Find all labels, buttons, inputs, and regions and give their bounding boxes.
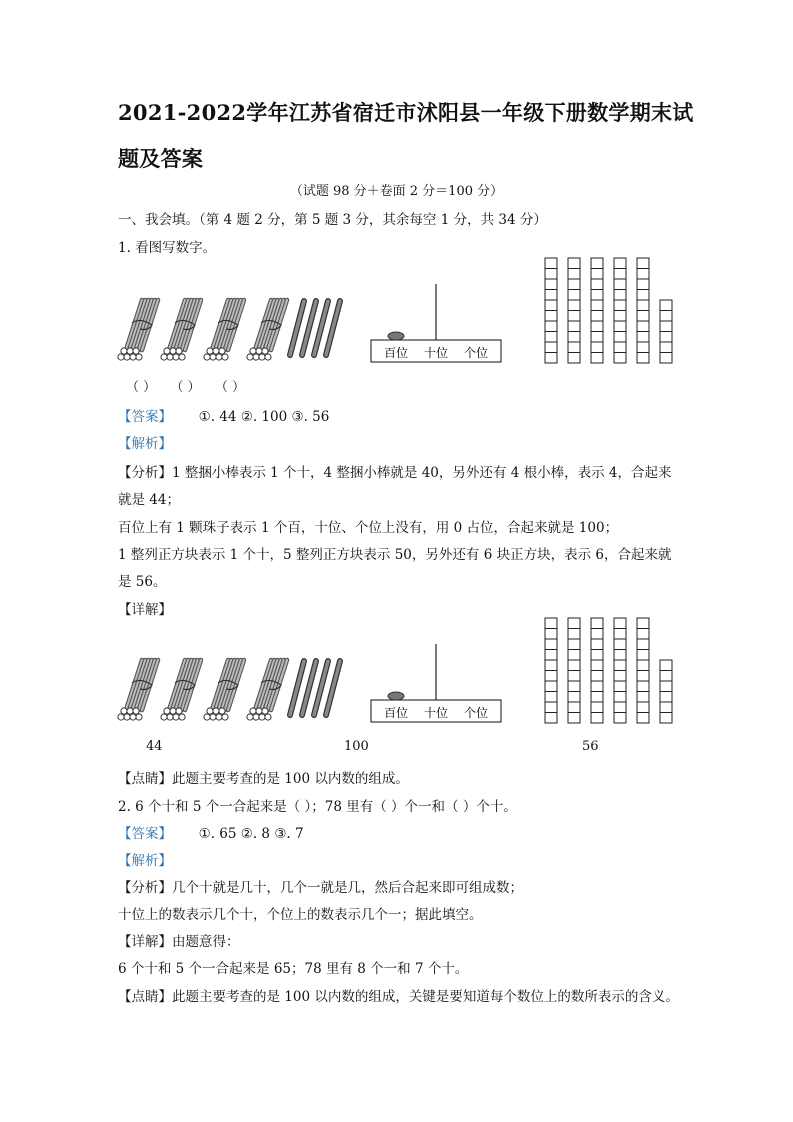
- answer-tag: 【答案】: [118, 409, 172, 425]
- q1-jiexi-tag: 【解析】: [118, 436, 172, 452]
- ten-block-column: [568, 258, 580, 363]
- xiangjie-tag: 【详解】: [118, 934, 172, 950]
- q1-fenxi-1a: [118, 461, 671, 481]
- q2-stem: 2. 6 个十和 5 个一合起来是（ ）；78 里有（ ）个一和（ ）个十。: [118, 799, 517, 815]
- q2-xiangjie: [118, 930, 240, 950]
- fenxi-tag: 【分析】: [118, 465, 172, 481]
- q1-xiangjie-tag: 【详解】: [118, 602, 172, 618]
- place-label: 百位: [384, 706, 409, 720]
- block-columns-figure-answer: [542, 618, 677, 728]
- place-label: 个位: [464, 346, 489, 360]
- doc-title-line1: 2021-2022学年江苏省宿迁市沭阳县一年级下册数学期末试: [118, 100, 694, 125]
- ten-block-column: [545, 618, 557, 723]
- place-label: 个位: [464, 706, 489, 720]
- abacus-figure-answer: [368, 642, 508, 727]
- unit-blocks: [660, 660, 672, 723]
- fenxi-tag: 【分析】: [118, 880, 172, 896]
- q2-answer: [118, 822, 304, 842]
- stick-bundle: [161, 660, 201, 720]
- result-value-56: 56: [582, 739, 599, 754]
- doc-subtitle: （试题 98 分＋卷面 2 分＝100 分）: [289, 184, 504, 199]
- stick-bundle: [161, 300, 201, 360]
- q2-jiexi-tag: 【解析】: [118, 853, 172, 869]
- ten-block-column: [614, 258, 626, 363]
- result-value-44: 44: [146, 739, 163, 754]
- hundreds-bead: [388, 332, 404, 340]
- ten-block-column: [614, 618, 626, 723]
- stick-bundle: [204, 660, 244, 720]
- dianjing-body: 此题主要考查的是 100 以内数的组成。: [172, 771, 409, 787]
- q2-xiangjie-line: 6 个十和 5 个一合起来是 65；78 里有 8 个一和 7 个十。: [118, 961, 469, 977]
- ten-block-column: [545, 258, 557, 363]
- fenxi-text: 1 整捆小棒表示 1 个十，4 整捆小棒就是 40，另外还有 4 根小棒，表示 4，合起来: [172, 465, 672, 481]
- doc-title-line2: 题及答案: [118, 146, 204, 171]
- q1-blank-2[interactable]: （ ）: [170, 380, 201, 395]
- stick-bundles-figure: [118, 295, 343, 370]
- ten-block-column: [591, 618, 603, 723]
- hundreds-bead: [388, 692, 404, 700]
- answer-body: ①. 44 ②. 100 ③. 56: [198, 409, 330, 425]
- xiangjie-body: 由题意得：: [172, 934, 240, 950]
- section-heading: 一、我会填。（第 4 题 2 分，第 5 题 3 分，其余每空 1 分，共 34 分）: [118, 212, 547, 228]
- q1-answer: [118, 405, 329, 425]
- stick-bundle: [247, 300, 287, 360]
- dianjing-body: 此题主要考查的是 100 以内数的组成，关键是要知道每个数位上的数所表示的含义。: [172, 989, 679, 1005]
- unit-blocks: [660, 300, 672, 363]
- abacus-figure: [368, 282, 508, 367]
- q1-fenxi-2: 百位上有 1 颗珠子表示 1 个百，十位、个位上没有，用 0 占位，合起来就是 100；: [118, 520, 619, 536]
- stick-bundle: [118, 300, 158, 360]
- stick-bundle: [204, 300, 244, 360]
- result-value-100: 100: [344, 739, 369, 754]
- dianjing-tag: 【点睛】: [118, 989, 172, 1005]
- stick-bundles-figure-answer: [118, 655, 343, 730]
- stick-bundle: [118, 660, 158, 720]
- block-columns-figure: [542, 258, 677, 368]
- place-label: 十位: [424, 706, 449, 720]
- q1-blank-1[interactable]: （ ）: [126, 380, 157, 395]
- stick-bundle: [247, 660, 287, 720]
- answer-body: ①. 65 ②. 8 ③. 7: [198, 826, 304, 842]
- ten-block-column: [637, 618, 649, 723]
- q1-dianjing: [118, 767, 409, 787]
- q2-fenxi-1: [118, 876, 523, 896]
- fenxi-text: 几个十就是几十，几个一就是几，然后合起来即可组成数；: [172, 880, 523, 896]
- ten-block-column: [637, 258, 649, 363]
- q1-fenxi-1b: 就是 44；: [118, 492, 180, 508]
- ten-block-column: [591, 258, 603, 363]
- q1-blank-3[interactable]: （ ）: [214, 380, 245, 395]
- q1-fenxi-3b: 是 56。: [118, 574, 167, 590]
- q2-fenxi-2: 十位上的数表示几个十，个位上的数表示几个一；据此填空。: [118, 907, 483, 923]
- ten-block-column: [568, 618, 580, 723]
- q2-dianjing: [118, 985, 679, 1005]
- q1-fenxi-3a: 1 整列正方块表示 1 个十，5 整列正方块表示 50，另外还有 6 块正方块，表示 6，合起来就: [118, 547, 672, 563]
- q1-stem: 1. 看图写数字。: [118, 240, 217, 256]
- dianjing-tag: 【点睛】: [118, 771, 172, 787]
- place-label: 十位: [424, 346, 449, 360]
- answer-tag: 【答案】: [118, 826, 172, 842]
- place-label: 百位: [384, 346, 409, 360]
